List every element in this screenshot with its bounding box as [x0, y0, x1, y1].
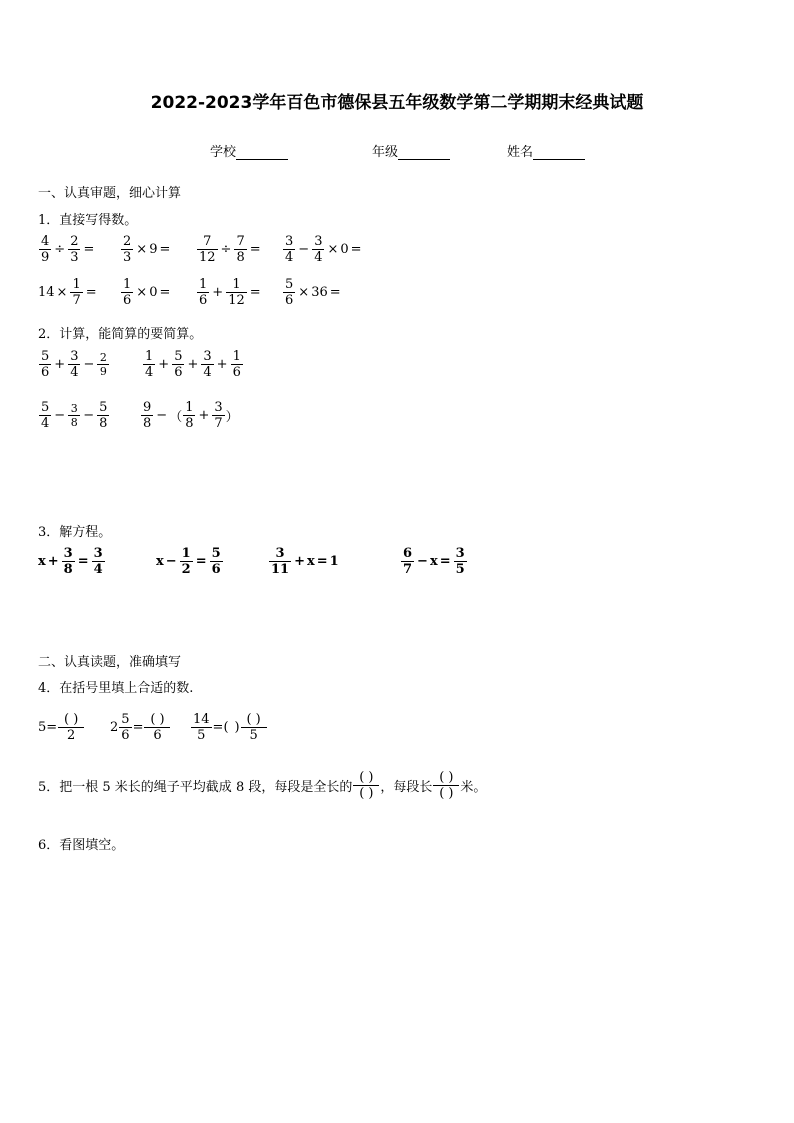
fraction — [68, 349, 80, 380]
denominator: 7 — [72, 293, 81, 308]
numerator: 1 — [72, 277, 81, 292]
answer-blank[interactable]: ( ) — [439, 786, 454, 801]
q2-expr-1 — [38, 349, 110, 380]
denominator: 4 — [70, 365, 79, 380]
fraction — [197, 277, 209, 308]
numerator: 3 — [214, 400, 223, 415]
name-field — [507, 141, 585, 160]
denominator: 7 — [403, 562, 413, 577]
numerator: 3 — [70, 402, 78, 415]
operator: + — [187, 357, 199, 372]
fraction — [231, 349, 243, 380]
denominator: 4 — [41, 416, 50, 431]
denominator: 9 — [99, 365, 107, 378]
denominator: 5 — [455, 562, 465, 577]
denominator: 6 — [153, 728, 162, 743]
numerator: 3 — [455, 546, 465, 561]
operator: − — [298, 242, 310, 257]
fraction — [283, 234, 295, 265]
numerator: 5 — [211, 546, 221, 561]
fraction — [210, 546, 223, 577]
denominator: 8 — [185, 416, 194, 431]
q1-expr-8: $\frac{5}{6}$ × 36 = — [285, 277, 341, 308]
numerator: 5 — [174, 349, 183, 364]
school-label: 学校 — [210, 145, 237, 160]
fraction — [39, 349, 51, 380]
answer-blank[interactable]: ( ) — [359, 786, 374, 801]
fraction — [62, 546, 75, 577]
numerator: 2 — [99, 351, 107, 364]
denominator: 6 — [211, 562, 221, 577]
numerator: 3 — [93, 546, 103, 561]
operator: − — [417, 554, 428, 569]
fraction — [144, 712, 170, 743]
denominator: 9 — [41, 250, 50, 265]
denominator: 8 — [63, 562, 73, 577]
denominator: 3 — [70, 250, 79, 265]
fraction — [234, 234, 246, 265]
denominator: 11 — [271, 562, 290, 577]
operator: − — [165, 554, 177, 569]
q6-label: 6．看图填空。 — [38, 838, 125, 853]
operator: + — [294, 554, 305, 569]
section1-heading: 一、认真审题，细心计算 — [38, 186, 182, 201]
denominator: 6 — [174, 365, 183, 380]
fraction — [121, 234, 133, 265]
numerator: 1 — [185, 400, 194, 415]
operator: + — [212, 285, 224, 300]
q1-expr-4: $\frac{3}{4}$ − $\frac{3}{4}$ × 0 = — [285, 234, 362, 265]
q4-label: 4．在括号里填上合适的数. — [38, 681, 194, 696]
denominator: 6 — [232, 365, 241, 380]
operator: = — [350, 242, 362, 257]
q2-expr-3 — [38, 400, 110, 431]
q5-text-2: ，每段长 — [380, 780, 433, 795]
fraction — [143, 349, 155, 380]
fraction — [353, 770, 379, 801]
fraction — [183, 400, 195, 431]
q1-label: 1．直接写得数。 — [38, 213, 138, 228]
operator: × — [56, 285, 68, 300]
fraction — [454, 546, 467, 577]
q2-expr-4: $\frac{9}{8}$ − （ $\frac{1}{8}$ + $\frac{3}{7}$ ） — [143, 400, 239, 431]
numerator: 2 — [70, 234, 79, 249]
numerator: 3 — [63, 546, 73, 561]
operator: ÷ — [220, 242, 232, 257]
operator: − — [54, 408, 66, 423]
q1-expr-3 — [196, 234, 263, 265]
name-label: 姓名 — [507, 145, 534, 160]
answer-blank[interactable]: ( ) — [439, 770, 454, 785]
denominator: 5 — [197, 728, 206, 743]
numerator: 9 — [143, 400, 152, 415]
operator: + — [158, 357, 170, 372]
operator: + — [198, 408, 210, 423]
q5-text-1: 5．把一根 5 米长的绳子平均截成 8 段，每段是全长的 — [38, 780, 353, 795]
grade-blank[interactable] — [398, 146, 450, 160]
operator: = — [249, 242, 261, 257]
numerator: 3 — [285, 234, 294, 249]
fraction — [70, 277, 82, 308]
denominator: 8 — [236, 250, 245, 265]
fraction — [269, 546, 291, 577]
operator: = — [159, 285, 171, 300]
numerator: 1 — [145, 349, 154, 364]
q4-item-3: $\frac{14}{5}$ = ( ) $\frac{( )}{5}$ — [190, 712, 268, 743]
numerator: 5 — [99, 400, 108, 415]
numerator: 3 — [203, 349, 212, 364]
fraction — [39, 400, 51, 431]
numerator: 7 — [203, 234, 212, 249]
q3-eq-4: $\frac{6}{7}$ − x = $\frac{3}{5}$ — [403, 546, 465, 577]
fraction — [226, 277, 247, 308]
denominator: 4 — [285, 250, 294, 265]
numerator: 1 — [232, 349, 241, 364]
operator: = — [85, 285, 97, 300]
answer-blank[interactable]: ( ) — [246, 712, 261, 727]
name-blank[interactable] — [533, 146, 585, 160]
fraction — [92, 546, 105, 577]
denominator: 12 — [199, 250, 216, 265]
numerator: 2 — [123, 234, 132, 249]
operator: − — [83, 357, 95, 372]
q2-label: 2．计算，能简算的要简算。 — [38, 327, 203, 342]
numerator: 5 — [285, 277, 294, 292]
fraction — [401, 546, 414, 577]
fraction — [97, 351, 109, 378]
operator: − — [156, 408, 168, 423]
fraction — [283, 277, 295, 308]
q5-text-3: 米。 — [460, 780, 487, 795]
numerator: 4 — [41, 234, 50, 249]
operator: = — [316, 554, 328, 569]
denominator: 4 — [203, 365, 212, 380]
denominator: 2 — [67, 728, 76, 743]
grade-label: 年级 — [372, 145, 399, 160]
denominator: 2 — [181, 562, 191, 577]
q5-line — [38, 770, 486, 801]
operator: × — [298, 285, 310, 300]
denominator: 3 — [123, 250, 132, 265]
denominator: 12 — [228, 293, 245, 308]
q1-expr-2: $\frac{2}{3}$ × 9 = — [123, 234, 171, 265]
fraction — [141, 400, 153, 431]
numerator: 5 — [41, 349, 50, 364]
denominator: 6 — [121, 728, 130, 743]
fraction — [241, 712, 267, 743]
operator: = — [195, 554, 207, 569]
denominator: 6 — [41, 365, 50, 380]
numerator: 5 — [121, 712, 130, 727]
operator: + — [47, 554, 59, 569]
fraction — [68, 402, 80, 429]
grade-field — [372, 141, 450, 160]
numerator: 1 — [123, 277, 132, 292]
fraction — [197, 234, 218, 265]
numerator: 5 — [41, 400, 50, 415]
fraction — [312, 234, 324, 265]
fraction — [119, 712, 131, 743]
operator: = — [77, 554, 89, 569]
fraction — [191, 712, 212, 743]
fraction — [97, 400, 109, 431]
numerator: 3 — [314, 234, 323, 249]
operator: + — [54, 357, 66, 372]
q1-expr-7 — [196, 277, 263, 308]
numerator: 6 — [403, 546, 413, 561]
operator: × — [327, 242, 339, 257]
page-title: 2022-2023学年百色市德保县五年级数学第二学期期末经典试题 — [150, 93, 644, 113]
numerator: 7 — [236, 234, 245, 249]
operator: × — [136, 285, 148, 300]
q4-item-1: 5 = $\frac{( )}{2}$ — [38, 712, 85, 743]
fraction — [172, 349, 184, 380]
denominator: 7 — [214, 416, 223, 431]
numerator: 1 — [232, 277, 241, 292]
fraction — [201, 349, 213, 380]
fraction — [180, 546, 193, 577]
numerator: 3 — [70, 349, 79, 364]
denominator: 8 — [99, 416, 108, 431]
q3-eq-1: x + $\frac{3}{8}$ = $\frac{3}{4}$ — [38, 546, 103, 577]
operator: × — [136, 242, 148, 257]
section2-heading: 二、认真读题，准确填写 — [38, 655, 182, 670]
school-field — [210, 141, 288, 160]
denominator: 6 — [199, 293, 208, 308]
operator: − — [83, 408, 95, 423]
q1-expr-6: $\frac{1}{6}$ × 0 = — [123, 277, 171, 308]
fraction — [39, 234, 51, 265]
denominator: 4 — [145, 365, 154, 380]
q2-expr-2 — [142, 349, 244, 380]
operator: = — [83, 242, 95, 257]
answer-blank[interactable]: ( ) — [64, 712, 79, 727]
operator: + — [216, 357, 228, 372]
q3-eq-3: $\frac{3}{11}$ + x = 1 — [271, 546, 339, 577]
numerator: 1 — [199, 277, 208, 292]
q3-eq-2: x − $\frac{1}{2}$ = $\frac{5}{6}$ — [156, 546, 221, 577]
fraction — [121, 277, 133, 308]
q4-item-2: 2 $\frac{5}{6}$ = $\frac{( )}{6}$ — [110, 712, 171, 743]
operator: = — [329, 285, 341, 300]
q1-expr-1 — [38, 234, 96, 265]
answer-blank[interactable]: ( ) — [359, 770, 374, 785]
q1-expr-5: 14 × $\frac{1}{7}$ = — [38, 277, 97, 308]
fraction — [212, 400, 224, 431]
school-blank[interactable] — [236, 146, 288, 160]
numerator: 1 — [181, 546, 191, 561]
denominator: 5 — [249, 728, 258, 743]
operator: = — [159, 242, 171, 257]
numerator: 14 — [193, 712, 210, 727]
fraction — [68, 234, 80, 265]
denominator: 8 — [143, 416, 152, 431]
denominator: 4 — [93, 562, 103, 577]
denominator: 6 — [285, 293, 294, 308]
fraction — [433, 770, 459, 801]
denominator: 6 — [123, 293, 132, 308]
fraction — [58, 712, 84, 743]
denominator: 8 — [70, 416, 78, 429]
denominator: 4 — [314, 250, 323, 265]
operator: ÷ — [54, 242, 66, 257]
answer-blank[interactable]: ( ) — [150, 712, 165, 727]
numerator: 3 — [275, 546, 285, 561]
operator: = — [249, 285, 261, 300]
q3-label: 3．解方程。 — [38, 525, 112, 540]
operator: = — [439, 554, 451, 569]
